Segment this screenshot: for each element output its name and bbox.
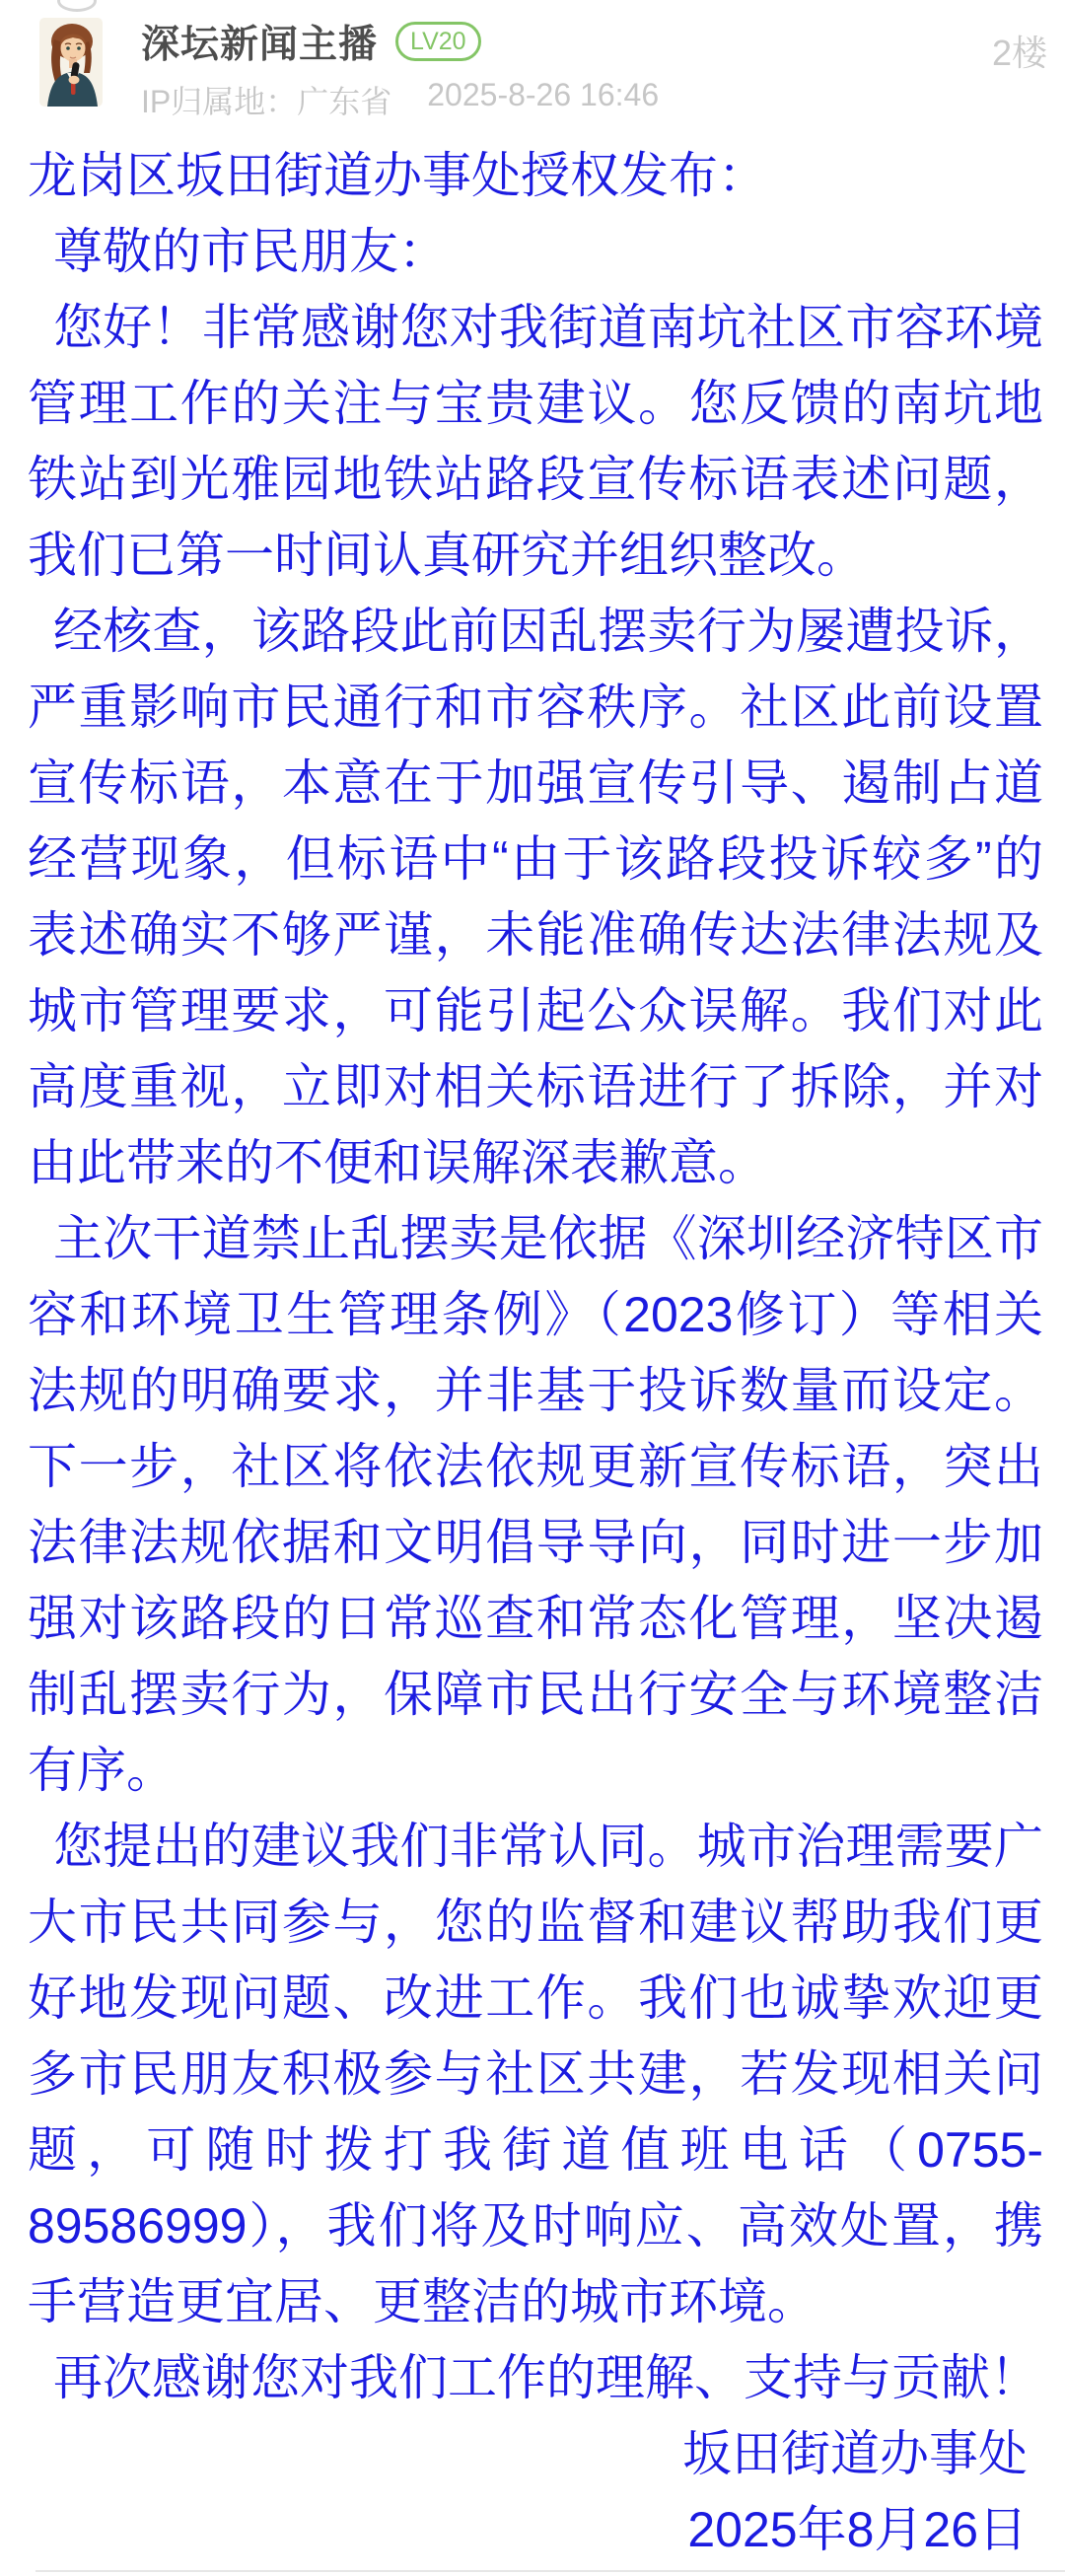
level-badge: LV20 (395, 22, 481, 61)
username[interactable]: 深坛新闻主播 (141, 24, 379, 66)
avatar[interactable] (39, 18, 103, 107)
post-paragraph: 2025年8月26日 (687, 2502, 1028, 2557)
timestamp: 2025-8-26 16:46 (427, 77, 660, 112)
news-anchor-avatar-icon (39, 18, 103, 107)
post-paragraph: 您好！非常感谢您对我街道南坑社区市容环境管理工作的关注与宝贵建议。您反馈的南坑地铁站到光雅园地铁站路段宣传标语表述问题，我们已第一时间认真研究并组织整改。 (28, 300, 1043, 583)
post-paragraph: 坂田街道办事处 (682, 2426, 1028, 2481)
post-meta (141, 77, 659, 122)
post-body (28, 138, 1043, 2568)
previous-element-fragment (57, 0, 97, 12)
post-paragraph: 龙岗区坂田街道办事处授权发布： (28, 148, 767, 203)
bottom-divider (36, 2570, 1065, 2572)
post-paragraph: 尊敬的市民朋友： (53, 224, 448, 279)
post-paragraph: 经核查，该路段此前因乱摆卖行为屡遭投诉，严重影响市民通行和市容秩序。社区此前设置宣传标语，本意在于加强宣传引导、遏制占道经营现象，但标语中“由于该路段投诉较多”的表述确实不够严谨，未能准确传达法律法规及城市管理要求，可能引起公众误解。我们对此高度重视，立即对相关标语进行了拆除，并对由此带来的不便和误解深表歉意。 (28, 604, 1043, 1190)
post-paragraph: 您提出的建议我们非常认同。城市治理需要广大市民共同参与，您的监督和建议帮助我们更好地发现问题、改进工作。我们也诚挚欢迎更多市民朋友积极参与社区共建，若发现相关问题，可随时拨打我街道值班电话（0755-89586999），我们将及时响应、高效处置，携手营造更宜居、更整洁的城市环境。 (28, 1819, 1043, 2329)
post-paragraph: 主次干道禁止乱摆卖是依据《深圳经济特区市容和环境卫生管理条例》（2023修订）等相关法规的明确要求，并非基于投诉数量而设定。下一步，社区将依法依规更新宣传标语，突出法律法规依据和文明倡导导向，同时进一步加强对该路段的日常巡查和常态化管理，坚决遏制乱摆卖行为，保障市民出行安全与环境整洁有序。 (28, 1211, 1043, 1798)
header-text-block (141, 16, 659, 122)
post-paragraph: 再次感谢您对我们工作的理解、支持与贡献！ (53, 2350, 1039, 2405)
ip-location: IP归属地：广东省 (141, 84, 392, 119)
floor-number: 2楼 (991, 33, 1047, 73)
